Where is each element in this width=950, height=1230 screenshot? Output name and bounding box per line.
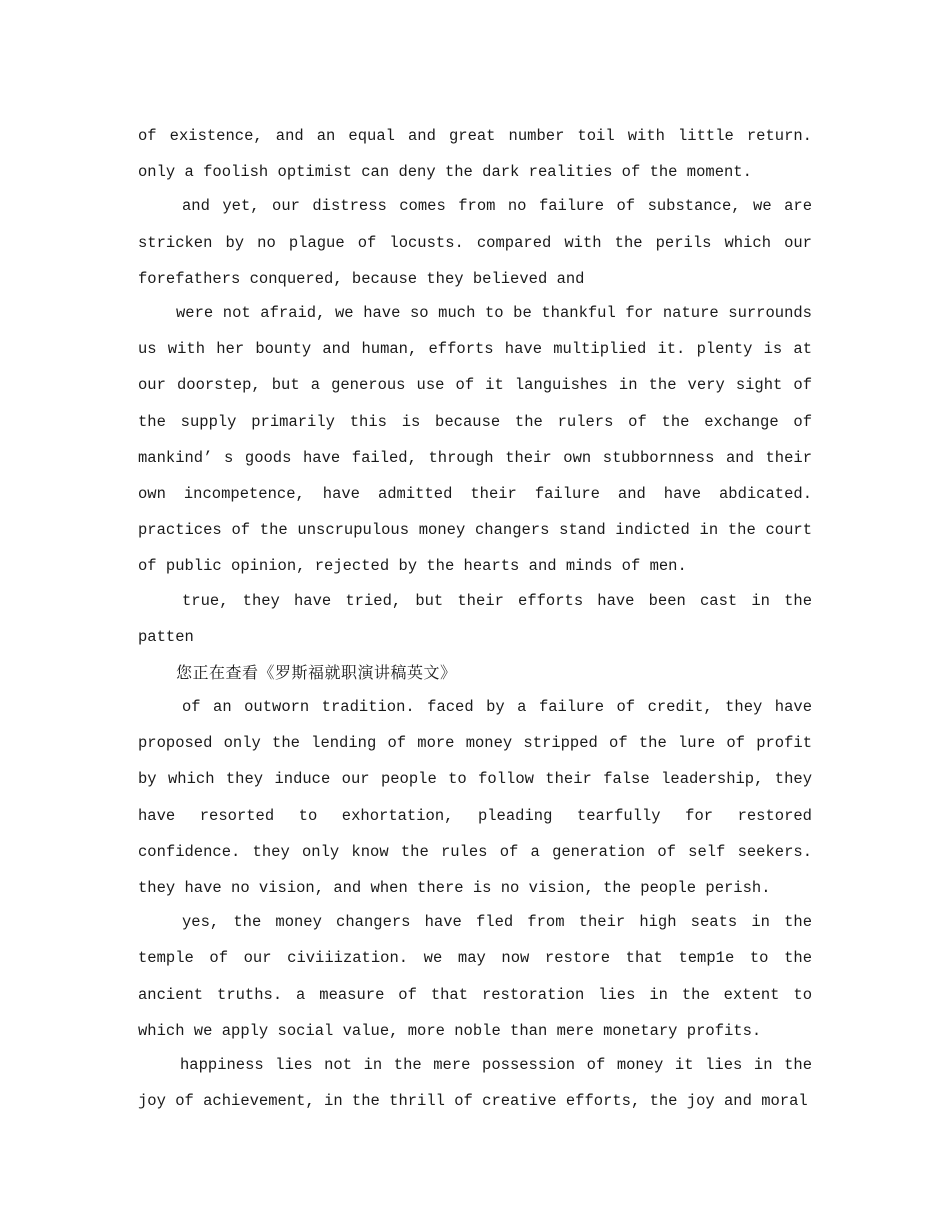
paragraph-existence: of existence, and an equal and great number toil with little return. only a foolish optimist can deny the dark realities of the moment. <box>138 127 812 182</box>
paragraph-distress: and yet, our distress comes from no failure of substance, we are stricken by no plague of locusts. compared with the perils which our forefathers conquered, because they believed and <box>138 197 812 288</box>
paragraph-not-afraid: were not afraid, we have so much to be thankful for nature surrounds us with her bounty and human, efforts have multiplied it. plenty is at our doorstep, but a generous use of it languishes in the very sight of the supply primarily this is because the rulers of the exchange of mankind’ s goods have failed, through their own stubbornness and their own incompetence, have admitted their failure and have abdicated. practices of the unscrupulous money changers stand indicted in the court of public opinion, rejected by the hearts and minds of men. <box>138 304 812 576</box>
paragraph-money-changers-fled: yes, the money changers have fled from their high seats in the temple of our civiiization. we may now restore that temp1e to the ancient truths. a measure of that restoration lies in the extent to which we apply social value, more noble than mere monetary profits. <box>138 913 812 1040</box>
paragraph-true-they-tried: true, they have tried, but their efforts have been cast in the patten <box>138 591 812 646</box>
paragraph-happiness: happiness lies not in the mere possession of money it lies in the joy of achievement, in the thrill of creative efforts, the joy and moral <box>138 1056 812 1111</box>
viewing-notice: 您正在查看《罗斯福就职演讲稿英文》 <box>176 663 457 683</box>
paragraph-outworn-tradition: of an outworn tradition. faced by a failure of credit, they have proposed only the lending of more money stripped of the lure of profit by which they induce our people to follow their false leadership, they have resorted to exhortation, pleading tearfully for restored confidence. they only know the rules of a generation of self seekers. they have no vision, and when there is no vision, the people perish. <box>138 698 812 898</box>
document-page <box>138 118 812 1119</box>
